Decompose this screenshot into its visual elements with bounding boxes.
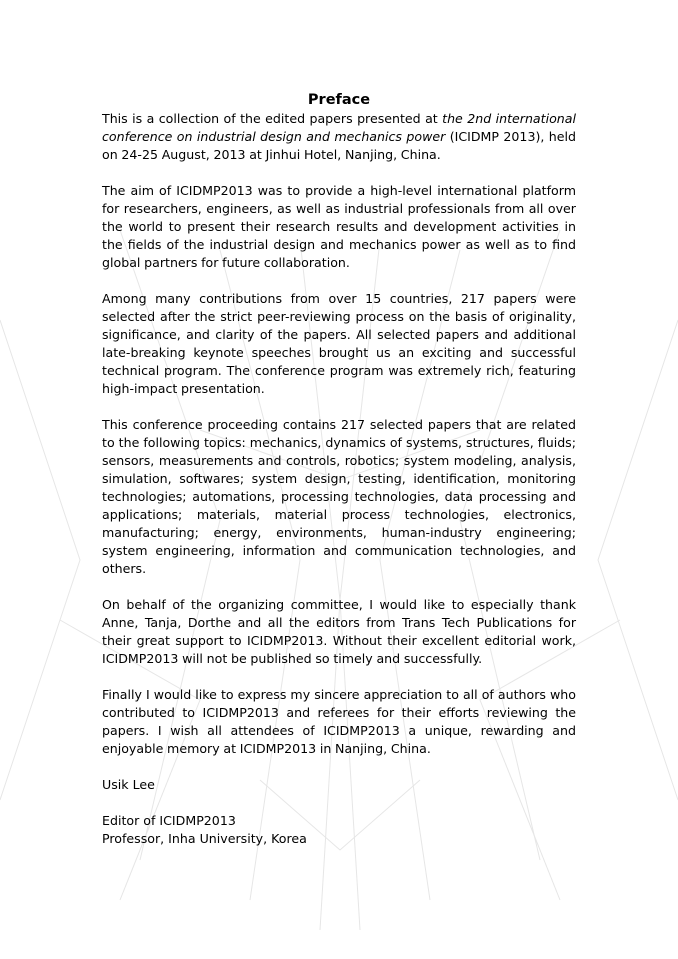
signature-block bbox=[102, 812, 576, 848]
signature-affiliation: Professor, Inha University, Korea bbox=[102, 831, 307, 846]
intro-text-before: This is a collection of the edited papers presented at bbox=[102, 111, 443, 126]
intro-text-after: (ICIDMP 2013), held on 24-25 August, 2013 at Jinhui Hotel, Nanjing, China. bbox=[102, 129, 576, 162]
paragraph-contributions: Among many contributions from over 15 countries, 217 papers were selected after the strict peer-reviewing process on the basis of originality, significance, and clarity of the papers. All selected papers and additional late-breaking keynote speeches brought us an exciting and successful technical program. The conference program was extremely rich, featuring high-impact presentation. bbox=[102, 291, 576, 396]
preface-page bbox=[102, 90, 576, 848]
signature-role: Editor of ICIDMP2013 bbox=[102, 813, 236, 828]
conference-name: the 2nd international conference on industrial design and mechanics power bbox=[102, 111, 576, 144]
paragraph-aim: The aim of ICIDMP2013 was to provide a high-level international platform for researchers, engineers, as well as industrial professionals from all over the world to present their research results and development activities in the fields of the industrial design and mechanics power as well as to find global partners for future collaboration. bbox=[102, 183, 576, 270]
paragraph-closing: Finally I would like to express my sincere appreciation to all of authors who contributed to ICIDMP2013 and referees for their efforts reviewing the papers. I wish all attendees of ICIDMP2013 a unique, rewarding and enjoyable memory at ICIDMP2013 in Nanjing, China. bbox=[102, 687, 576, 756]
signature-name: Usik Lee bbox=[102, 777, 155, 792]
paragraph-acknowledgements: On behalf of the organizing committee, I would like to especially thank Anne, Tanja, Dorthe and all the editors from Trans Tech Publications for their great support to ICIDMP2013. Without their excellent editorial work, ICIDMP2013 will not be published so timely and successfully. bbox=[102, 597, 576, 666]
paragraph-topics: This conference proceeding contains 217 selected papers that are related to the following topics: mechanics, dynamics of systems, structures, fluids; sensors, measurements and controls, robotics; system modeling, analysis, simulation, softwares; system design, testing, identification, monitoring technologies; automations, processing technologies, data processing and applications; materials, material process technologies, electronics, manufacturing; energy, environments, human-industry engineering; system engineering, information and communication technologies, and others. bbox=[102, 417, 576, 576]
page-title: Preface bbox=[307, 92, 371, 108]
intro-paragraph bbox=[102, 110, 576, 164]
